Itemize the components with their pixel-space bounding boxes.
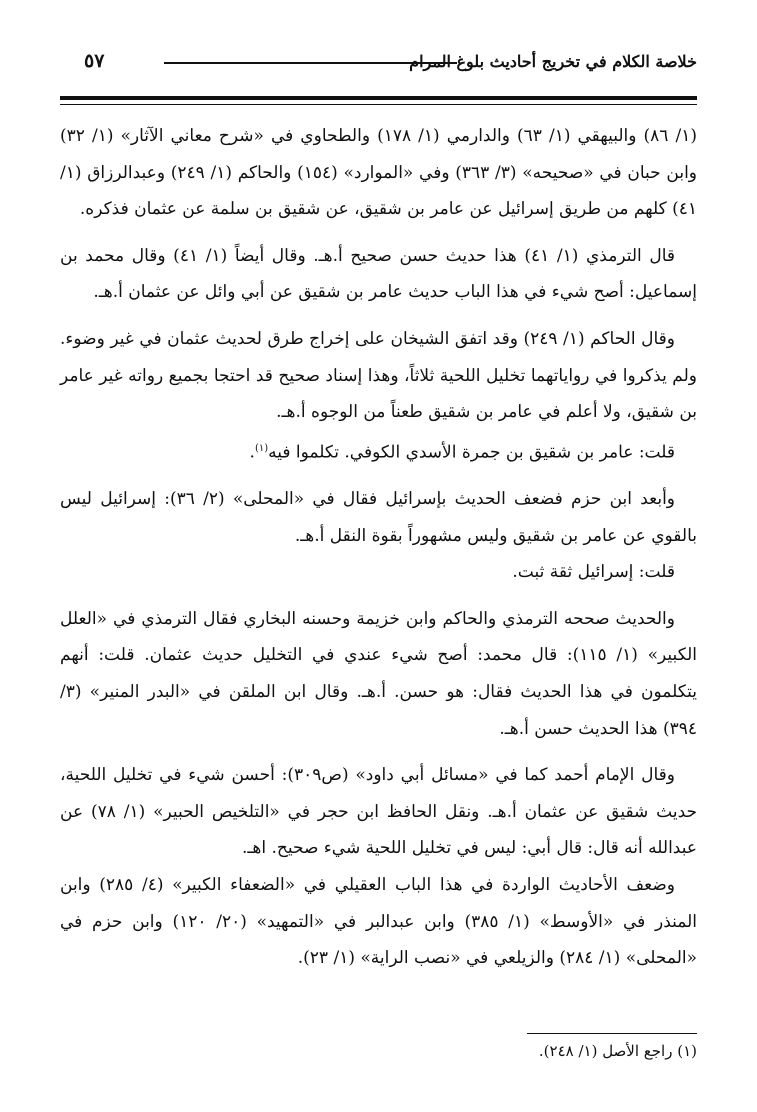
paragraph: وأبعد ابن حزم فضعف الحديث بإسرائيل فقال في «المحلى» (٢/ ٣٦): إسرائيل ليس بالقوي عن عامر بن شقيق وليس مشهوراً بقوة النقل أ.هـ. [60, 489, 697, 546]
footnote: (١) راجع الأصل (١/ ٢٤٨). [538, 1042, 697, 1060]
footnote-marker: (١) [254, 442, 269, 454]
paragraph: وقال الحاكم (١/ ٢٤٩) وقد اتفق الشيخان على إخراج طرق لحديث عثمان في غير وضوء. ولم يذكروا في رواياتهما تخليل اللحية ثلاثاً، وهذا إسناد صحيح قد احتجا بجميع رواته غير عامر بن شقيق، ولا أعلم في عامر بن شقيق طعناً من الوجوه أ.هـ. [60, 328, 697, 423]
note-end: . [249, 442, 255, 463]
paragraph: وقال الإمام أحمد كما في «مسائل أبي داود» (ص٣٠٩): أحسن شيء في تخليل اللحية، حديث شقيق عن عثمان أ.هـ. ونقل الحافظ ابن حجر في «التلخيص الحبير» (١/ ٧٨) عن عبدالله أنه قال: قال أبي: ليس في تخليل اللحية شيء صحيح. اهـ. [60, 765, 697, 859]
body-text [60, 118, 697, 987]
page-header [84, 46, 697, 80]
header-divider-thin [60, 104, 697, 105]
running-title: خلاصة الكلام في تخريج أحاديث بلوغ المرام [409, 52, 697, 71]
page-number: ٥٧ [84, 50, 105, 72]
footnote-rule [527, 1033, 697, 1034]
paragraph: قال الترمذي (١/ ٤١) هذا حديث حسن صحيح أ.هـ. وقال أيضاً (١/ ٤١) وقال محمد بن إسماعيل: أصح شيء في هذا الباب حديث عامر بن شقيق عن أبي وائل عن عثمان أ.هـ. [60, 245, 697, 303]
paragraph: والحديث صححه الترمذي والحاكم وابن خزيمة وحسنه البخاري فقال الترمذي في «العلل الكبير» (١/ ١١٥): قال محمد: أصح شيء عندي في التخليل حديث عثمان. قلت: أنهم يتكلمون في هذا الحديث فقال: هو حسن. أ.هـ. وقال ابن الملقن في «البدر المنير» (٣/ ٣٩٤) هذا الحديث حسن أ.هـ. [60, 608, 697, 739]
paragraph: (١/ ٨٦) والبيهقي (١/ ٦٣) والدارمي (١/ ١٧٨) والطحاوي في «شرح معاني الآثار» (١/ ٣٢) وابن حبان في «صحيحه» (٣/ ٣٦٣) وفي «الموارد» (١٥٤) والحاكم (١/ ٢٤٩) وعبدالرزاق (١/ ٤١) كلهم من طريق إسرائيل عن عامر بن شقيق، عن شقيق بن سلمة عن عثمان فذكره. [60, 126, 698, 220]
header-rule [164, 62, 457, 64]
paragraph: قلت: إسرائيل ثقة ثبت. [512, 562, 675, 583]
paragraph: وضعف الأحاديث الواردة في هذا الباب العقيلي في «الضعفاء الكبير» (٤/ ٢٨٥) وابن المنذر في «الأوسط» (١/ ٣٨٥) وابن عبدالبر في «التمهيد» (٢٠/ ١٢٠) وابن حزم في «المحلى» (١/ ٢٨٤) والزيلعي في «نصب الراية» (١/ ٢٣). [60, 874, 697, 969]
note-text: قلت: عامر بن شقيق بن جمرة الأسدي الكوفي. تكلموا فيه [268, 442, 675, 463]
header-divider-thick [60, 96, 697, 100]
note-paragraph [60, 431, 697, 471]
